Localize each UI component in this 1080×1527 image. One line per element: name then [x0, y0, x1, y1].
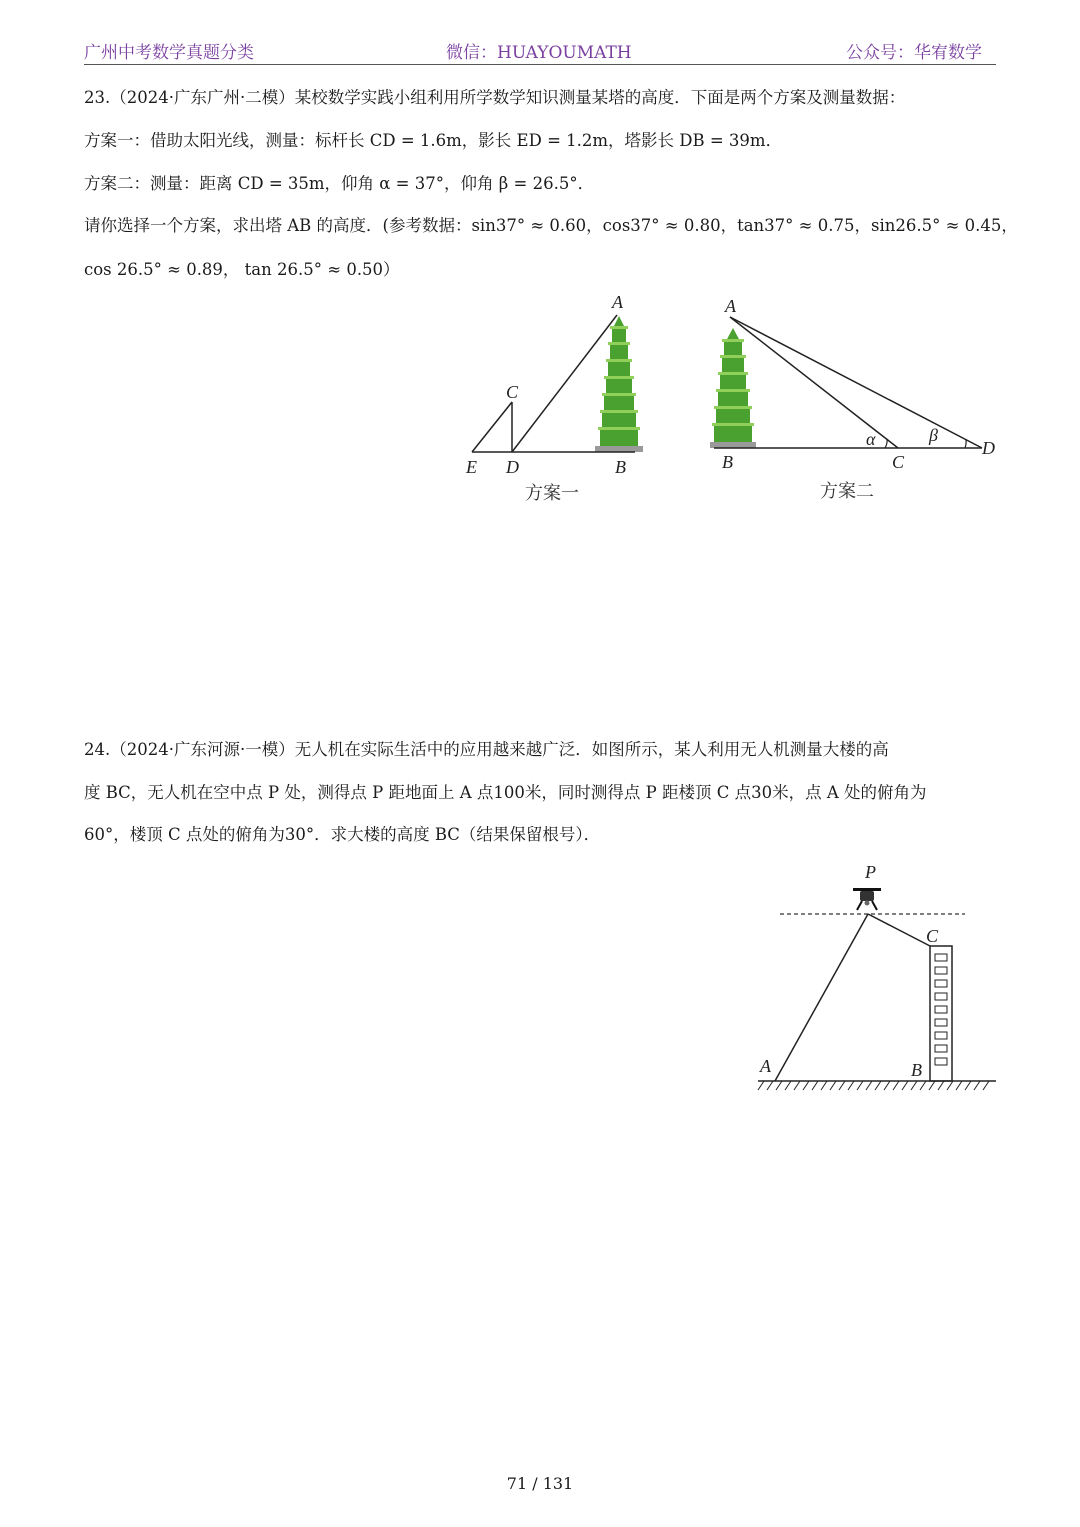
hatch-mark — [866, 1081, 872, 1090]
caption-plan-one: 方案一 — [525, 483, 579, 504]
q23-line-3: 方案二：测量：距离 CD = 35m，仰角 α = 37°，仰角 β = 26.5°． — [84, 174, 595, 193]
hatch-mark — [875, 1081, 881, 1090]
hatch-mark — [821, 1081, 827, 1090]
hatch-mark — [803, 1081, 809, 1090]
hatch-mark — [920, 1081, 926, 1090]
q23-figure-plan-one — [455, 288, 670, 510]
hatch-mark — [884, 1081, 890, 1090]
header-divider — [84, 64, 996, 65]
label-alpha: α — [866, 429, 876, 449]
label-d: D — [506, 457, 519, 477]
hatch-mark — [758, 1081, 764, 1090]
q23-figure-plan-two — [700, 288, 1005, 510]
q23-line-2: 方案一：借助太阳光线，测量：标杆长 CD = 1.6m，影长 ED = 1.2m，塔影长 DB = 39m． — [84, 131, 783, 150]
label-c: C — [506, 382, 519, 402]
hatch-mark — [857, 1081, 863, 1090]
hatch-mark — [947, 1081, 953, 1090]
hatch-mark — [911, 1081, 917, 1090]
hatch-mark — [965, 1081, 971, 1090]
hatch-mark — [830, 1081, 836, 1090]
header-account: 公众号：华宥数学 — [846, 43, 982, 63]
label-a: A — [725, 296, 736, 316]
pagoda-icon — [595, 316, 643, 452]
label-c: C — [926, 926, 939, 946]
label-b: B — [615, 457, 626, 477]
hatch-mark — [974, 1081, 980, 1090]
label-a: A — [612, 292, 623, 312]
hatch-mark — [776, 1081, 782, 1090]
header-left-title: 广州中考数学真题分类 — [84, 43, 254, 63]
hatch-mark — [785, 1081, 791, 1090]
label-p: P — [865, 862, 876, 882]
hatch-mark — [956, 1081, 962, 1090]
label-d: D — [982, 438, 995, 458]
label-e: E — [466, 457, 477, 477]
q23-line-5: cos 26.5° ≈ 0.89， tan 26.5° ≈ 0.50） — [84, 260, 400, 279]
hatch-mark — [839, 1081, 845, 1090]
hatch-mark — [929, 1081, 935, 1090]
q23-line-4: 请你选择一个方案，求出塔 AB 的高度．(参考数据：sin37° ≈ 0.60，cos37° ≈ 0.80，tan37° ≈ 0.75，sin26.5° ≈ 0.45， — [84, 216, 1018, 235]
pagoda-icon — [710, 328, 756, 448]
drone-icon — [853, 888, 881, 910]
caption-plan-two: 方案二 — [820, 481, 874, 502]
q24-figure-drone — [750, 858, 1000, 1098]
q24-line-2: 度 BC，无人机在空中点 P 处，测得点 P 距地面上 A 点100米，同时测得点 P 距楼顶 C 点30米，点 A 处的俯角为 — [84, 783, 927, 802]
page-number: 71 / 131 — [506, 1474, 574, 1493]
hatch-mark — [893, 1081, 899, 1090]
building — [930, 946, 952, 1081]
hatch-mark — [902, 1081, 908, 1090]
label-b: B — [722, 452, 733, 472]
label-c: C — [892, 452, 905, 472]
q24-line-1: 24.（2024·广东河源·一模）无人机在实际生活中的应用越来越广泛．如图所示，某人利用无人机测量大楼的高 — [84, 740, 889, 759]
hatch-mark — [767, 1081, 773, 1090]
q23-line-1: 23.（2024·广东广州·二模）某校数学实践小组利用所学数学知识测量某塔的高度．下面是两个方案及测量数据： — [84, 88, 906, 107]
label-beta: β — [929, 425, 938, 445]
hatch-mark — [938, 1081, 944, 1090]
hatch-mark — [983, 1081, 989, 1090]
header-wechat: 微信：HUAYOUMATH — [446, 43, 632, 63]
hatch-mark — [848, 1081, 854, 1090]
ground-hatching — [758, 1081, 989, 1090]
hatch-mark — [794, 1081, 800, 1090]
hatch-mark — [812, 1081, 818, 1090]
label-b: B — [911, 1060, 922, 1080]
label-a: A — [760, 1056, 771, 1076]
q24-line-3: 60°，楼顶 C 点处的俯角为30°．求大楼的高度 BC（结果保留根号）． — [84, 825, 601, 844]
